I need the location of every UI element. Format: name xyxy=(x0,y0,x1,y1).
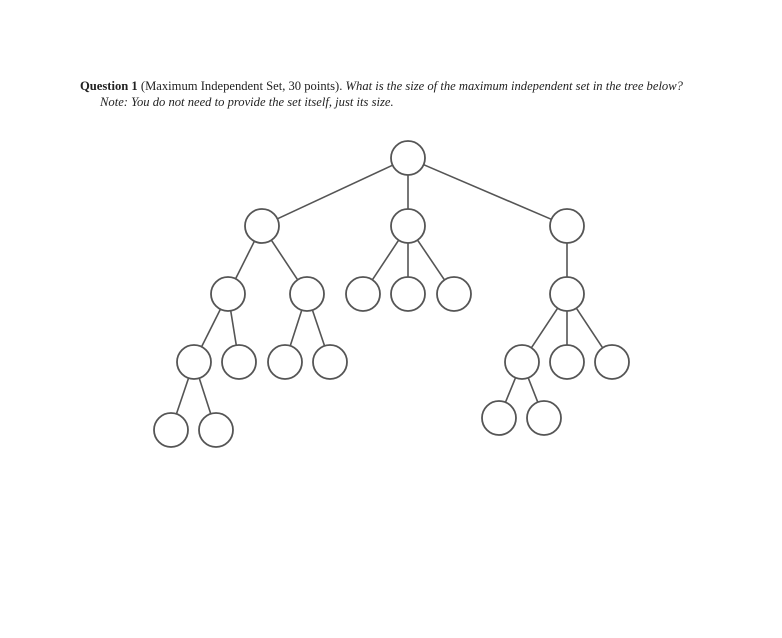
question-prompt: What is the size of the maximum independent set in the tree below? xyxy=(345,79,683,93)
tree-node-a1a xyxy=(177,345,211,379)
tree-node-a2b xyxy=(313,345,347,379)
tree-node-c1b xyxy=(550,345,584,379)
tree-node-b3 xyxy=(437,277,471,311)
tree-node-c1a2 xyxy=(527,401,561,435)
tree-nodes xyxy=(154,141,629,447)
edge-a1a-a1a2 xyxy=(199,378,211,414)
edge-a1-a1a xyxy=(202,309,221,347)
question-note: Note: You do not need to provide the set itself, just its size. xyxy=(100,95,394,109)
tree-node-c1c xyxy=(595,345,629,379)
edge-b-b3 xyxy=(418,240,445,280)
edge-a1a-a1a1 xyxy=(176,378,188,414)
tree-node-a2 xyxy=(290,277,324,311)
tree-node-c1a xyxy=(505,345,539,379)
tree-node-a2a xyxy=(268,345,302,379)
tree-node-c1a1 xyxy=(482,401,516,435)
tree-node-a1b xyxy=(222,345,256,379)
edge-a-a2 xyxy=(271,240,297,280)
edge-c1a-c1a2 xyxy=(528,378,538,402)
tree-node-root xyxy=(391,141,425,175)
edge-c1-c1c xyxy=(576,308,602,348)
edge-b-b1 xyxy=(372,240,398,280)
tree-node-a xyxy=(245,209,279,243)
tree-node-c xyxy=(550,209,584,243)
tree-node-a1a1 xyxy=(154,413,188,447)
edge-root-a xyxy=(277,165,392,219)
edge-a2-a2a xyxy=(290,310,302,346)
question-subtitle: (Maximum Independent Set, 30 points). xyxy=(140,79,343,93)
edge-root-c xyxy=(424,165,552,220)
tree-node-c1 xyxy=(550,277,584,311)
edge-a-a1 xyxy=(236,241,255,279)
edge-c1a-c1a1 xyxy=(505,378,515,403)
tree-node-b xyxy=(391,209,425,243)
tree-node-a1 xyxy=(211,277,245,311)
tree-node-a1a2 xyxy=(199,413,233,447)
edge-a1-a1b xyxy=(231,311,237,345)
tree-node-b2 xyxy=(391,277,425,311)
question-title: Question 1 xyxy=(80,79,138,93)
edge-c1-c1a xyxy=(531,308,557,348)
edge-a2-a2b xyxy=(312,310,324,346)
tree-node-b1 xyxy=(346,277,380,311)
